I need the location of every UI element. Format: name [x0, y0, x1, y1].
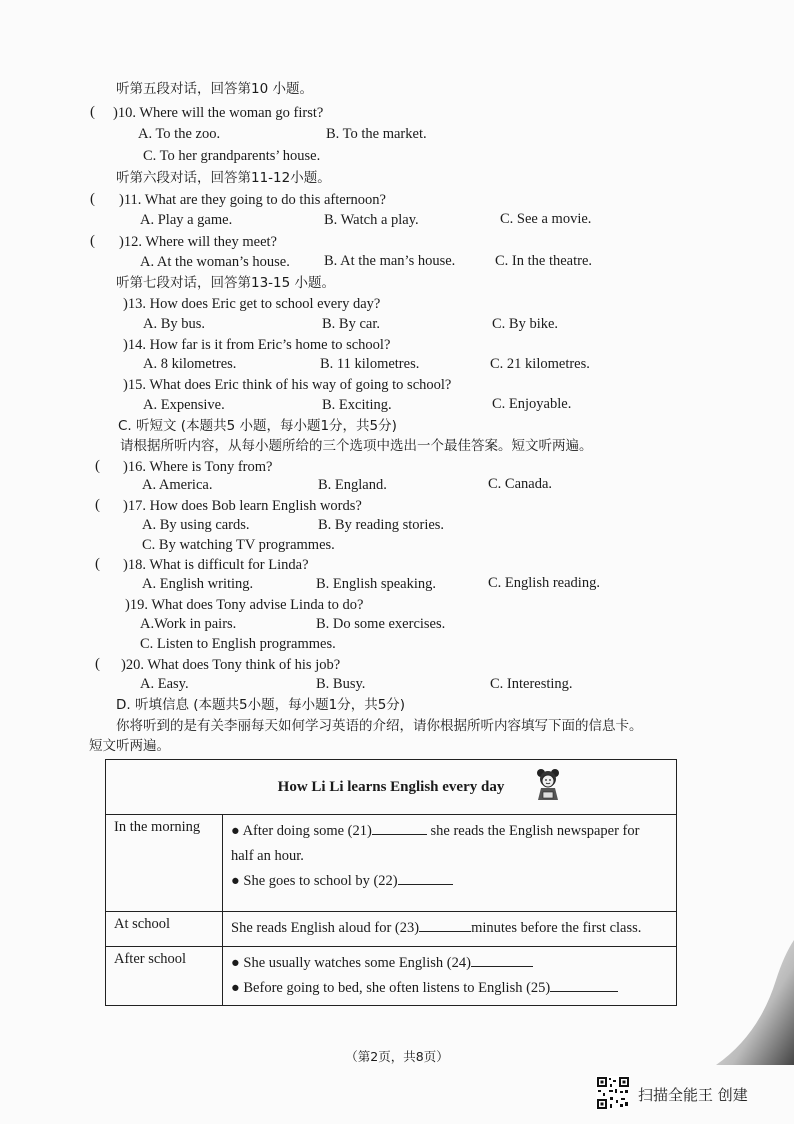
- q19-option-a[interactable]: A.Work in pairs.: [140, 616, 237, 632]
- answer-paren[interactable]: (: [90, 233, 95, 249]
- q11-option-c[interactable]: C. See a movie.: [500, 211, 592, 227]
- morning-line-2: ● She goes to school by (22): [231, 869, 668, 894]
- q13-option-c[interactable]: C. By bike.: [492, 316, 559, 332]
- watermark-text: 扫描全能王 创建: [638, 1086, 748, 1104]
- page-footer: （第2页，共8页）: [345, 1049, 449, 1064]
- answer-paren[interactable]: (: [90, 191, 95, 207]
- after-school-line-2: ● Before going to bed, she often listens to English (25): [231, 976, 668, 1001]
- q17-option-b[interactable]: B. By reading stories.: [318, 517, 445, 533]
- question-17: )17. How does Bob learn English words?: [123, 498, 362, 514]
- row-body-after-school: [223, 947, 677, 1006]
- q14-option-c[interactable]: C. 21 kilometres.: [490, 356, 590, 372]
- school-line-1: She reads English aloud for (23) minutes before the first class.: [231, 916, 668, 941]
- question-18: )18. What is difficult for Linda?: [123, 557, 309, 573]
- blank-22[interactable]: [398, 870, 453, 885]
- q19-option-c[interactable]: C. Listen to English programmes.: [140, 636, 336, 652]
- answer-paren[interactable]: (: [95, 497, 100, 513]
- blank-23[interactable]: [419, 917, 471, 932]
- q13-option-b[interactable]: B. By car.: [322, 316, 380, 332]
- answer-paren[interactable]: (: [90, 104, 95, 120]
- q18-option-c[interactable]: C. English reading.: [488, 575, 600, 591]
- q12-option-c[interactable]: C. In the theatre.: [495, 253, 593, 269]
- section-d-instructions-2: 短文听两遍。: [89, 738, 170, 754]
- q15-option-c[interactable]: C. Enjoyable.: [492, 396, 572, 412]
- q10-option-a[interactable]: A. To the zoo.: [138, 126, 221, 142]
- section-d-instructions: 你将听到的是有关李丽每天如何学习英语的介绍，请你根据所听内容填写下面的信息卡。: [116, 718, 643, 734]
- answer-paren[interactable]: (: [95, 458, 100, 474]
- question-19: )19. What does Tony advise Linda to do?: [125, 597, 364, 613]
- section-6-header: 听第六段对话，回答第11-12小题。: [116, 170, 331, 186]
- scanner-watermark: [596, 1076, 776, 1112]
- question-16: )16. Where is Tony from?: [123, 459, 273, 475]
- blank-21[interactable]: [372, 820, 427, 835]
- question-20: )20. What does Tony think of his job?: [121, 657, 341, 673]
- answer-paren[interactable]: (: [95, 556, 100, 572]
- q18-option-a[interactable]: A. English writing.: [142, 576, 254, 592]
- row-head-school: At school: [106, 912, 223, 947]
- info-card-title-cell: [106, 760, 677, 815]
- q13-option-a[interactable]: A. By bus.: [143, 316, 206, 332]
- row-head-after-school: After school: [106, 947, 223, 1006]
- q10-option-b[interactable]: B. To the market.: [326, 126, 427, 142]
- q11-option-b[interactable]: B. Watch a play.: [324, 212, 419, 228]
- question-11: )11. What are they going to do this afternoon?: [119, 192, 386, 208]
- girl-cartoon-icon: [532, 766, 564, 802]
- section-c-instructions: 请根据所听内容，从每小题所给的三个选项中选出一个最佳答案。短文听两遍。: [120, 438, 593, 454]
- question-14: )14. How far is it from Eric’s home to school?: [123, 337, 391, 353]
- q17-option-a[interactable]: A. By using cards.: [142, 517, 250, 533]
- morning-line-1-cont: half an hour.: [231, 848, 304, 864]
- question-15: )15. What does Eric think of his way of going to school?: [123, 377, 452, 393]
- row-body-school: [223, 912, 677, 947]
- section-5-header: 听第五段对话，回答第10 小题。: [116, 81, 313, 97]
- row-head-morning: In the morning: [106, 815, 223, 912]
- blank-24[interactable]: [471, 952, 533, 967]
- q20-option-b[interactable]: B. Busy.: [316, 676, 366, 692]
- q20-option-c[interactable]: C. Interesting.: [490, 676, 573, 692]
- section-c-header: C. 听短文 (本题共5 小题，每小题1分，共5分): [118, 418, 397, 434]
- q19-option-b[interactable]: B. Do some exercises.: [316, 616, 446, 632]
- blank-25[interactable]: [550, 977, 618, 992]
- section-7-header: 听第七段对话，回答第13-15 小题。: [116, 275, 336, 291]
- after-school-line-1: ● She usually watches some English (24): [231, 951, 668, 976]
- q14-option-b[interactable]: B. 11 kilometres.: [320, 356, 420, 372]
- q20-option-a[interactable]: A. Easy.: [140, 676, 189, 692]
- info-card-table: [105, 759, 677, 1006]
- q17-option-c[interactable]: C. By watching TV programmes.: [142, 537, 335, 553]
- section-d-header: D. 听填信息 (本题共5小题，每小题1分，共5分): [116, 697, 406, 713]
- q12-option-b[interactable]: B. At the man’s house.: [324, 253, 456, 269]
- qr-code-icon: [596, 1076, 630, 1110]
- morning-line-1: ● After doing some (21) she reads the English newspaper for: [231, 819, 668, 844]
- q16-option-b[interactable]: B. England.: [318, 477, 387, 493]
- q18-option-b[interactable]: B. English speaking.: [316, 576, 437, 592]
- info-card-title: How Li Li learns English every day: [277, 778, 505, 795]
- q10-option-c[interactable]: C. To her grandparents’ house.: [143, 148, 321, 164]
- row-body-morning: [223, 815, 677, 912]
- q16-option-c[interactable]: C. Canada.: [488, 476, 553, 492]
- question-13: )13. How does Eric get to school every day?: [123, 296, 381, 312]
- q14-option-a[interactable]: A. 8 kilometres.: [143, 356, 237, 372]
- q12-option-a[interactable]: A. At the woman’s house.: [140, 254, 290, 270]
- q11-option-a[interactable]: A. Play a game.: [140, 212, 233, 228]
- answer-paren[interactable]: (: [95, 656, 100, 672]
- q16-option-a[interactable]: A. America.: [142, 477, 213, 493]
- question-10: )10. Where will the woman go first?: [113, 105, 324, 121]
- question-12: )12. Where will they meet?: [119, 234, 277, 250]
- q15-option-a[interactable]: A. Expensive.: [143, 397, 225, 413]
- q15-option-b[interactable]: B. Exciting.: [322, 397, 392, 413]
